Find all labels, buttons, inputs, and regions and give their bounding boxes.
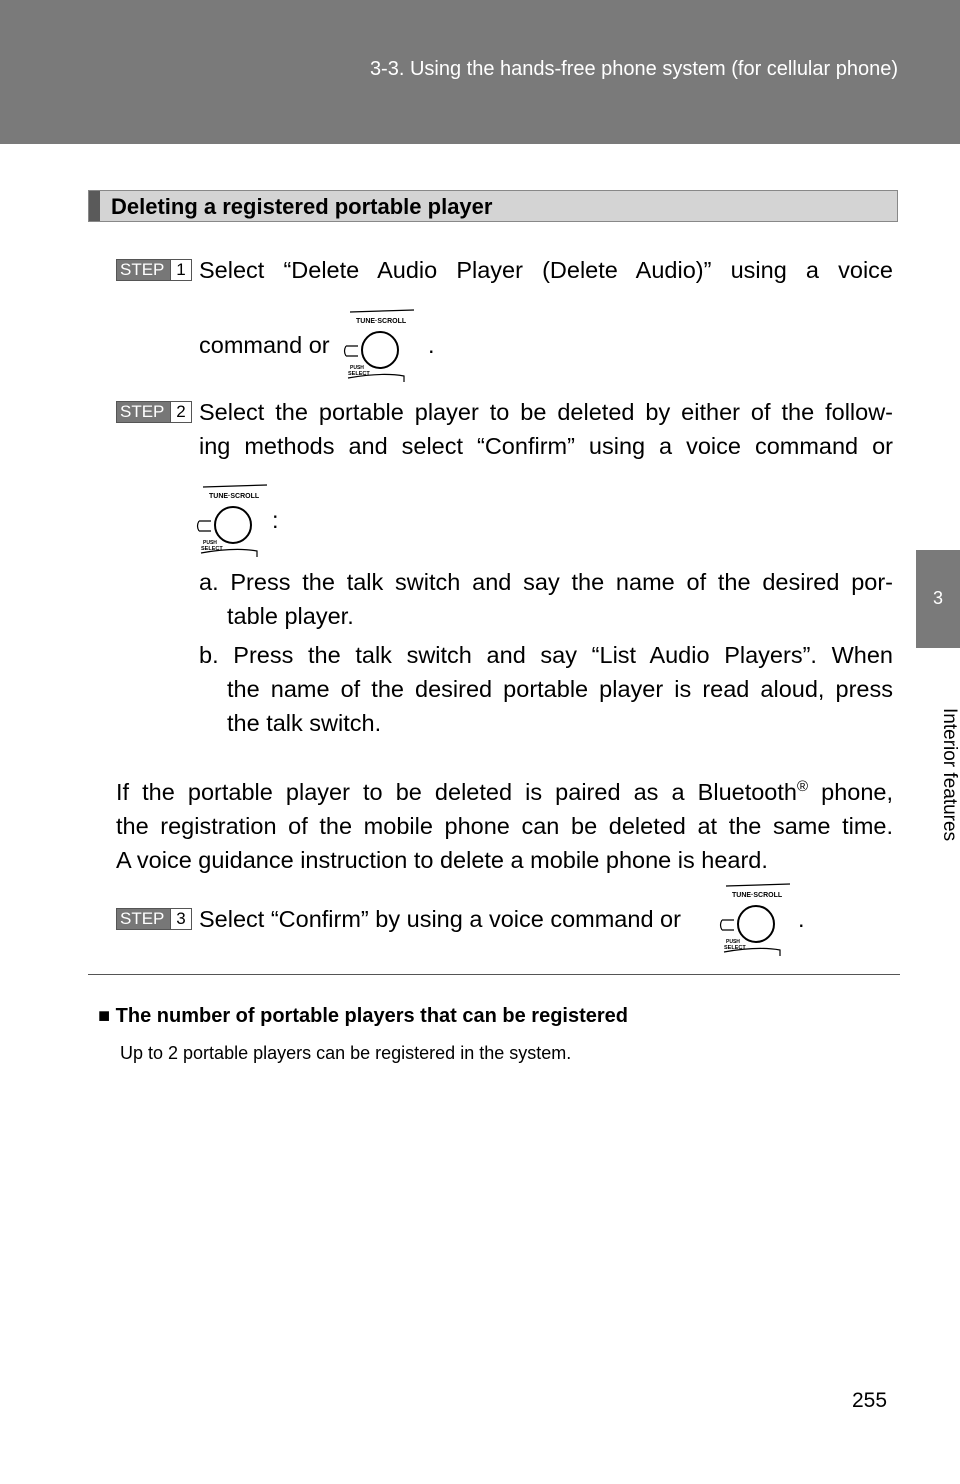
chapter-number: 3 [932, 588, 943, 608]
registered-mark: ® [796, 778, 809, 796]
step-2-line-2: ing methods and select “Confirm” using a voice command or [199, 433, 893, 459]
paragraph-line-3: A voice guidance instruction to delete a mobile phone is heard. [116, 847, 768, 873]
step-3-text: Select “Confirm” by using a voice command or [199, 906, 681, 932]
knob-label-top: TUNE·SCROLL [209, 493, 260, 500]
knob-label-select: SELECT [724, 945, 746, 951]
method-b-line-1: b. Press the talk switch and say “List Audio Players”. When [199, 642, 893, 668]
note-title: The number of portable players that can be registered [115, 1005, 628, 1027]
step-1-line-2: command or [199, 332, 330, 358]
knob-label-select: SELECT [348, 371, 370, 377]
step-word: STEP [120, 402, 165, 421]
divider [88, 974, 900, 975]
paragraph-line-1: If the portable player to be deleted is paired as a Bluetooth® phone, [116, 778, 894, 805]
step-2-colon: : [272, 507, 279, 533]
step-3-badge [116, 908, 192, 930]
note-body: Up to 2 portable players can be registered in the system. [120, 1043, 572, 1063]
step-number: 2 [170, 402, 191, 422]
step-word: STEP [120, 909, 165, 928]
section-title: 3-3. Using the hands-free phone system (for cellular phone) [369, 58, 898, 80]
step-number: 3 [170, 909, 191, 929]
step-number: 1 [170, 260, 191, 280]
step-1-period: . [428, 332, 435, 358]
step-3-period: . [798, 906, 805, 932]
knob-label-top: TUNE·SCROLL [732, 892, 783, 899]
chapter-label: Interior features [939, 708, 960, 842]
knob-label-push: PUSH [726, 939, 740, 945]
knob-label-push: PUSH [350, 365, 364, 371]
page-number: 255 [852, 1389, 888, 1412]
knob-label-select: SELECT [201, 546, 223, 552]
method-a-line-1: a. Press the talk switch and say the name of the desired por- [199, 569, 893, 595]
note-heading [98, 1005, 628, 1028]
method-a-line-2: table player. [227, 603, 354, 629]
tune-scroll-knob-icon [718, 882, 794, 956]
method-b-line-3: the talk switch. [227, 710, 382, 736]
step-2-badge [116, 401, 192, 423]
tune-scroll-knob-icon [195, 483, 271, 557]
method-b-line-2: the name of the desired portable player is read aloud, press [227, 676, 893, 702]
step-1-line-1: Select “Delete Audio Player (Delete Audio)” using a voice [199, 257, 893, 283]
tune-scroll-knob-icon [342, 308, 418, 382]
heading-marker [89, 191, 100, 221]
step-1-badge [116, 259, 192, 281]
step-2-line-1: Select the portable player to be deleted by either of the follow- [199, 399, 893, 425]
chapter-tab [916, 550, 960, 648]
heading-text: Deleting a registered portable player [111, 194, 493, 219]
knob-label-push: PUSH [203, 540, 217, 546]
section-heading [88, 190, 898, 222]
knob-label-top: TUNE·SCROLL [356, 318, 407, 325]
step-word: STEP [120, 260, 165, 279]
square-bullet-icon: ■ [98, 1005, 111, 1027]
paragraph-line-2: the registration of the mobile phone can be deleted at the same time. [116, 813, 893, 839]
